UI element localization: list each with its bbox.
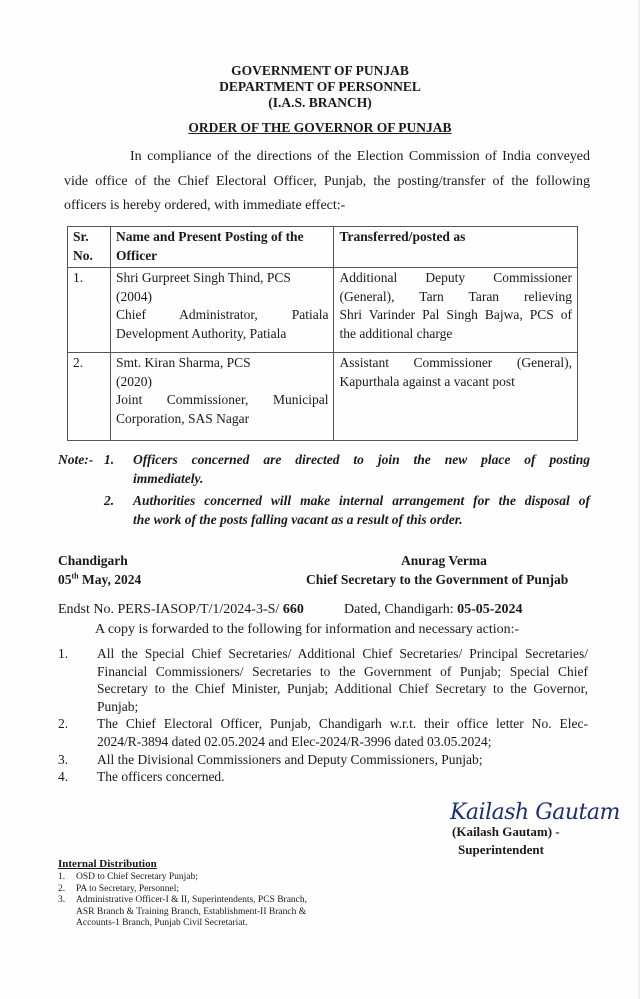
cell-sr: 2.: [68, 353, 111, 441]
cell-sr: 1.: [68, 268, 111, 353]
list-item-text: PA to Secretary, Personnel;: [76, 883, 179, 894]
note-2-line-2: the work of the posts falling vacant as a result of this order.: [133, 512, 463, 527]
date-month-year: May, 2024: [78, 572, 142, 587]
list-item: [58, 884, 378, 896]
place: Chandigarh: [58, 553, 128, 568]
list-item-text: All the Divisional Commissioners and Deputy Commissioners, Punjab;: [97, 752, 483, 767]
cell-transfer: [334, 268, 578, 353]
list-item-number: 1.: [58, 646, 69, 661]
cell-line: Assistant Commissioner (General),: [339, 355, 572, 370]
list-item: [58, 872, 378, 884]
order-date: [58, 570, 141, 590]
superintendent-name-text: (Kailash Gautam): [452, 824, 553, 839]
cell-name-posting: [110, 353, 334, 441]
cell-line: (2004): [115, 288, 152, 304]
note-1-line-1: Officers concerned are directed to join the new place of posting: [133, 452, 590, 467]
note-2-line-1: Authorities concerned will make internal arrangement for the disposal of: [133, 493, 590, 508]
cell-line: (2020): [115, 373, 152, 389]
cell-line: Chief Administrator, Patiala: [115, 307, 329, 322]
branch-heading: (I.A.S. BRANCH): [268, 95, 372, 110]
list-item-number: 2.: [58, 716, 69, 731]
cell-line: Development Authority, Patiala: [115, 325, 287, 341]
endorsement-prefix: Endst No. PERS-IASOP/T/1/2024-3-S/: [58, 602, 283, 617]
list-item-text: [97, 645, 588, 715]
signatory-designation: Chief Secretary to the Government of Punjab: [306, 572, 569, 587]
superintendent-name: [452, 824, 560, 840]
header-transferred: [334, 227, 578, 268]
cell-line: the additional charge: [339, 325, 453, 341]
endorsement-date: [344, 600, 522, 620]
order-title: ORDER OF THE GOVERNOR OF PUNJAB: [188, 120, 452, 135]
list-line: Financial Commissioners/ Secretaries to the Government of Punjab; Special Chief: [97, 663, 588, 679]
list-line: ASR Branch & Training Branch, Establishment-II Branch &: [76, 906, 307, 917]
intro-text-2: vide office of the Chief Electoral Officer, Punjab, the posting/transfer of the following: [64, 174, 590, 189]
intro-line-2: [64, 171, 590, 193]
list-item-number: 2.: [58, 883, 66, 894]
header-sr-no: [68, 227, 111, 268]
copy-list: [58, 645, 590, 785]
endorsement-number: [58, 600, 304, 620]
endorsement-no-value: 660: [282, 602, 304, 617]
intro-line-1: [64, 146, 590, 168]
list-line: The Chief Electoral Officer, Punjab, Chandigarh w.r.t. their office letter No. Elec-: [97, 716, 588, 731]
list-item-text: [76, 895, 307, 930]
header-name-line1: Name and Present Posting of the: [115, 229, 304, 244]
intro-text-1: In compliance of the directions of the Election Commission of India conveyed: [130, 149, 590, 164]
handwritten-signature: Kailash Gautam: [450, 800, 620, 825]
note-label: Note:-: [58, 452, 94, 467]
cell-line: Corporation, SAS Nagar: [115, 410, 250, 426]
cell-line: Joint Commissioner, Municipal: [115, 392, 329, 407]
list-line: All the Special Chief Secretaries/ Additional Chief Secretaries/ Principal Secretaries/: [97, 646, 588, 661]
list-item-text: OSD to Chief Secretary Punjab;: [76, 872, 198, 882]
note-1-line-2: immediately.: [133, 471, 204, 486]
internal-distribution-title: Internal Distribution: [58, 858, 157, 870]
cell-line: Shri Varinder Pal Singh Bajwa, PCS of: [339, 307, 572, 322]
list-item-number: 1.: [58, 872, 66, 882]
department-heading: DEPARTMENT OF PERSONNEL: [219, 79, 421, 94]
table-row: [68, 268, 578, 353]
note-2-number: 2.: [104, 493, 115, 508]
cell-transfer: [334, 353, 578, 441]
table-header-row: [68, 227, 578, 268]
header-name-posting: [110, 227, 334, 268]
list-item-text: [97, 715, 588, 750]
list-line: Punjab;: [97, 698, 139, 714]
header-sr-line2: No.: [73, 247, 93, 263]
superintendent-designation: Superintendent: [458, 842, 544, 857]
date-suffix: th: [71, 571, 79, 581]
cell-line: Kapurthala against a vacant post: [339, 373, 515, 389]
table-row: [68, 353, 578, 441]
list-item: [58, 895, 378, 930]
list-line: Secretary to the Chief Minister, Punjab; Additional Chief Secretary to the Governor,: [97, 681, 588, 696]
list-item-number: 4.: [58, 769, 69, 784]
list-item-text: The officers concerned.: [97, 769, 225, 784]
cell-name-posting: [110, 268, 334, 353]
date-day: 05: [58, 572, 72, 587]
dated-value: 05-05-2024: [457, 602, 523, 617]
transfer-table: [67, 226, 578, 441]
list-line: Accounts-1 Branch, Punjab Civil Secretariat.: [76, 918, 248, 928]
list-item-number: 3.: [58, 895, 66, 905]
list-item-number: 3.: [58, 752, 69, 767]
cell-line: Smt. Kiran Sharma, PCS: [115, 355, 251, 370]
internal-distribution-list: [58, 872, 378, 930]
header-name-line2: Officer: [115, 247, 158, 263]
header-transfer-text: Transferred/posted as: [339, 229, 466, 244]
cell-line: Shri Gurpreet Singh Thind, PCS: [115, 270, 291, 285]
list-line: 2024/R-3894 dated 02.05.2024 and Elec-2024/R-3996 dated 03.05.2024;: [97, 733, 492, 749]
cell-line: Additional Deputy Commissioner: [339, 270, 572, 285]
header-sr-line1: Sr.: [73, 229, 89, 244]
list-line: Administrative Officer-I & II, Superintendents, PCS Branch,: [76, 895, 308, 905]
note-1-number: 1.: [104, 452, 115, 467]
forward-text: A copy is forwarded to the following for information and necessary action:-: [95, 622, 520, 637]
cell-line: (General), Tarn Taran relieving: [339, 288, 572, 304]
govt-heading: GOVERNMENT OF PUNJAB: [231, 63, 409, 78]
dated-label: Dated, Chandigarh:: [344, 602, 458, 617]
signatory-name: Anurag Verma: [401, 553, 487, 568]
dash-mark: -: [555, 824, 560, 839]
intro-line-3: officers is hereby ordered, with immediate effect:-: [64, 198, 346, 213]
